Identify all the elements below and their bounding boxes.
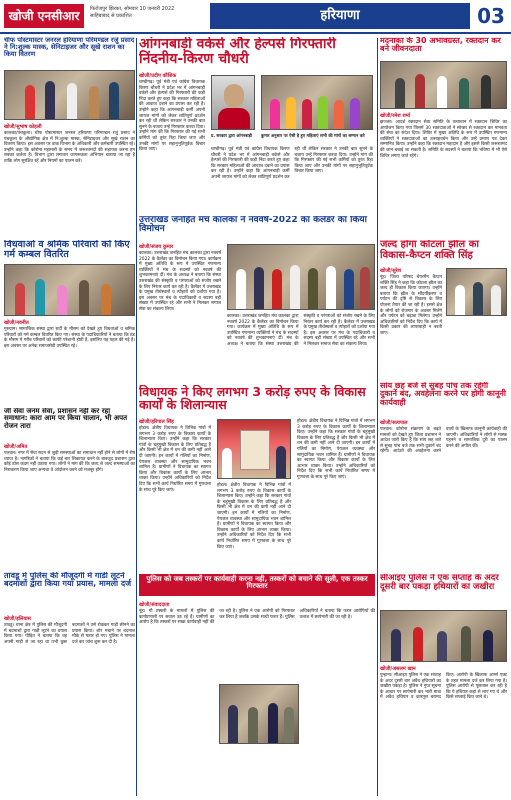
headline: आंगनबाड़ी वर्कर्स और हेल्पर्स गिरफ्तारी निंदनीय-किरण चौधरी xyxy=(139,37,336,67)
article-photo xyxy=(217,419,291,479)
article-body: तावडू। थाना क्षेत्र में पुलिस की मौजूदगी में बदमाशों द्वारा गाड़ी लूटने का प्रयास किया गया। पीड़ित ने बताया कि वह अपनी गाड़ी से जा रहा था तभी कुछ बदमाशों ने उसे रोककर गाड़ी छीनने का प्रयास किया। शोर मचाने पर बदमाश मौके से फरार हो गए। पुलिस ने मामला दर्ज कर जांच शुरू कर दी है। xyxy=(4,623,135,645)
dateline: खोजी/हरिपाल सिंह xyxy=(139,419,174,425)
dateline: खोजी/प्रदीप कौशिक xyxy=(139,73,177,79)
article-body: पलवल। नगर में सेवा सदन से जुड़ी समस्याओं का समाधान नहीं होने से लोगों में रोष व्याप्त है। नागरिकों ने बताया कि कई बार शिकायत करने के बावजूद प्रशासन द्वारा कोई ठोस कदम नहीं उठाया गया। लोगों ने मांग की कि जल्द से जल्द समस्याओं का निराकरण किया जाए अन्यथा वे आंदोलन करने को मजबूर होंगे। xyxy=(4,451,135,473)
article-photo xyxy=(227,244,375,310)
headline: पुलिस को जब तस्करों पर कार्यवाही करना नही, तस्करों को बचाने की सूली, एक तस्कर गिरफ्तार xyxy=(146,575,368,591)
article-seva xyxy=(4,408,135,568)
article-photo xyxy=(4,70,135,120)
dateline: खोजी/संवाददाता xyxy=(139,602,170,608)
headline: जल्द होगा कोटला झील का विकास-कैप्टन शक्ति सिंह xyxy=(380,240,479,261)
article-body: गुरुग्राम। सामाजिक संस्था द्वारा सर्दी के मौसम को देखते हुए विधवाओं व श्रमिक परिवारों को गर्म कम्बल वितरित किए गए। संस्था के पदाधिकारियों ने बताया कि ठंड के मौसम में गरीब परिवारों को काफी परेशानी होती है, इसलिए यह पहल की गई है। इस अवसर पर अनेक समाजसेवी उपस्थित रहे। xyxy=(4,327,135,349)
article-shops-closed xyxy=(380,382,507,572)
dateline: खोजी/असलम खान xyxy=(380,666,416,672)
article-blood-donation xyxy=(380,37,507,237)
dateline: खोजी/सत्यपाल xyxy=(380,420,408,426)
article-photo xyxy=(380,61,507,109)
headline: सीआइए पुलिस ने एक सप्ताह के अंदर दूसरी बार पकड़ा हथियारों का जखीरा xyxy=(380,574,499,592)
article-body: नूंह। जिला परिषद चेयरमैन कैप्टन शक्ति सिंह ने कहा कि कोटला झील का जल्द ही विकास किया जाएगा। उन्होंने बताया कि झील के सौंदर्यीकरण व पर्यटन की दृष्टि से विकास के लिए योजना तैयार की जा रही है। इससे क्षेत्र के लोगों को रोजगार के अवसर मिलेंगे और पर्यटन को बढ़ावा मिलेगा। उन्होंने अधिकारियों को निर्देश दिए कि कार्य में किसी प्रकार की लापरवाही न बरती जाए। xyxy=(380,275,442,336)
article-body: झज्जर। आदर्श रक्तदान सेवा समिति के तत्वाधान में रक्तदान शिविर का आयोजन किया गया जिसमें 30 रक्तदाताओं ने स्वेच्छा से रक्तदान कर मानवता की सेवा का संदेश दिया। शिविर में मुख्य अतिथि के रूप में उपस्थित गणमान्य व्यक्तियों ने रक्तदाताओं का उत्साहवर्धन किया और उन्हें प्रमाण पत्र देकर सम्मानित किया। उन्होंने कहा कि रक्तदान महादान है और इससे किसी जरूरतमंद की जान बचाई जा सकती है। समिति के सदस्यों ने बताया कि भविष्य में भी ऐसे शिविर लगाए जाते रहेंगे। xyxy=(380,120,507,159)
protest-photo xyxy=(261,75,373,130)
headline-banner xyxy=(139,574,375,596)
article-postmaster xyxy=(4,37,135,237)
article-body-cont: चण्डीगढ़। पूर्व मंत्री एवं कांग्रेस विधायक किरण चौधरी ने प्रदेश भर में आंगनबाड़ी वर्कर्स और हेल्पर्स की गिरफ्तारी की कड़ी निंदा करते हुए कहा कि सरकार महिलाओं की आवाज दबाने का प्रयास कर रही है। उन्होंने कहा कि आंगनबाड़ी कर्मी अपनी जायज मांगों को लेकर शांतिपूर्ण प्रदर्शन कर रही थीं लेकिन सरकार ने उनकी बात सुनने के बजाय उन्हें गिरफ्तार करवा दिया। उन्होंने मांग की कि गिरफ्तार की गई सभी कर्मियों को तुरंत रिहा किया जाए और उनकी मांगों पर सहानुभूतिपूर्वक विचार किया जाए। xyxy=(211,147,373,180)
article-body-cont: कालका। उत्तराखंड जनहित मंच कालका द्वारा नववर्ष 2022 के कैलेंडर का विमोचन किया गया। कार्यक्रम में मुख्य अतिथि के रूप में उपस्थित गणमान्य व्यक्तियों ने मंच के सदस्यों को नववर्ष की शुभकामनाएं दीं। मंच के अध्यक्ष ने बताया कि संस्था उत्तराखंड की संस्कृति व परंपराओं को संजोए रखने के लिए निरंतर कार्य कर रही है। कैलेंडर में उत्तराखंड के प्रमुख तीर्थस्थलों व त्योहारों को दर्शाया गया है। इस अवसर पर मंच के पदाधिकारी व सदस्य बड़ी संख्या में उपस्थित रहे और सभी ने मिलकर समाज सेवा का संकल्प लिया। xyxy=(227,314,375,347)
headline: चीफ पोस्टमास्टर जनरल हरियाणा परिमण्डल रजुं प्रसाद ने नि:शुल्क मास्क, सेनिटाइजर और सूखे राशन का किया वितरण xyxy=(4,37,135,58)
article-body: चण्डीगढ़। पूर्व मंत्री एवं कांग्रेस विधायक किरण चौधरी ने प्रदेश भर में आंगनबाड़ी वर्कर्स और हेल्पर्स की गिरफ्तारी की कड़ी निंदा करते हुए कहा कि सरकार महिलाओं की आवाज दबाने का प्रयास कर रही है। उन्होंने कहा कि आंगनबाड़ी कर्मी अपनी जायज मांगों को लेकर शांतिपूर्ण प्रदर्शन कर रही थीं लेकिन सरकार ने उनकी बात सुनने के बजाय उन्हें गिरफ्तार करवा दिया। उन्होंने मांग की कि गिरफ्तार की गई सभी कर्मियों को तुरंत रिहा किया जाए और उनकी मांगों पर सहानुभूतिपूर्वक विचार किया जाए। xyxy=(139,80,205,153)
headline: उत्तराखंड जनहित मंच कालका ने नववर्ष-2022 का कैलेंडर का किया विमोचन xyxy=(139,216,367,235)
dateline: खोजी/रमेश शर्मा xyxy=(380,113,411,119)
dateline: खोजी/संजय कुमार xyxy=(139,244,174,250)
column-divider xyxy=(377,38,378,796)
headline: मदनाका के 30 अभावग्रस्त, रक्तदान कर बने जीवनदाता xyxy=(380,37,501,54)
article-body: कालका। उत्तराखंड जनहित मंच कालका द्वारा नववर्ष 2022 के कैलेंडर का विमोचन किया गया। कार्यक्रम में मुख्य अतिथि के रूप में उपस्थित गणमान्य व्यक्तियों ने मंच के सदस्यों को नववर्ष की शुभकामनाएं दीं। मंच के अध्यक्ष ने बताया कि संस्था उत्तराखंड की संस्कृति व परंपराओं को संजोए रखने के लिए निरंतर कार्य कर रही है। कैलेंडर में उत्तराखंड के प्रमुख तीर्थस्थलों व त्योहारों को दर्शाया गया है। इस अवसर पर मंच के पदाधिकारी व सदस्य बड़ी संख्या में उपस्थित रहे और सभी ने मिलकर समाज सेवा का संकल्प लिया। xyxy=(139,251,221,312)
article-body-cont: होडल। क्षेत्रीय विधायक ने विभिन्न गांवों में लगभग 3 करोड़ रुपए के विकास कार्यों के शिलान्यास किए। उन्होंने कहा कि सरकार गांवों के चहुंमुखी विकास के लिए प्रतिबद्ध है और किसी भी क्षेत्र में धन की कमी नहीं आने दी जाएगी। इन कार्यों में गलियों का निर्माण, पेयजल व्यवस्था और सामुदायिक भवन शामिल हैं। ग्रामीणों ने विधायक का स्वागत किया और विकास कार्यों के लिए आभार व्यक्त किया। उन्होंने अधिकारियों को निर्देश दिए कि सभी कार्य निर्धारित समय में गुणवत्ता के साथ पूरे किए जाएं। xyxy=(217,483,291,550)
article-body: नूंह। गौ तस्करी के मामलों में पुलिस की कार्यप्रणाली पर सवाल उठ रहे हैं। ग्रामीणों का आरोप है कि तस्करों पर सख्त कार्यवाही नहीं की जा रही है। पुलिस ने एक आरोपी को गिरफ्तार कर लिया है जबकि उसके साथी फरार हैं। पुलिस अधिकारियों ने बताया कि फरार आरोपियों की तलाश में छापेमारी की जा रही है। xyxy=(139,609,375,626)
photo-caption-left: प्र. सरकार द्वारा आंगनबाड़ी xyxy=(211,133,252,138)
headline: जी सेवा जनम सेवा, प्रशासन नहीं कर रहा समाधान: कारा आम पर किया चालान, भी अपत रोजन तारा xyxy=(4,408,128,430)
masthead xyxy=(0,0,511,34)
headline: विधायक ने किए लगभग 3 करोड़ रुपए के विकास कार्यों के शिलान्यास xyxy=(139,385,366,413)
article-photo xyxy=(380,610,507,662)
issue-publisher: साहिबाबाद से प्रकाशित xyxy=(90,13,132,19)
headline: तावडू में पुलिस की मौजूदगी में गाडी लूटने बदमाशों द्वारा किया गया प्रयास, मामला दर्ज xyxy=(4,572,132,589)
column-divider xyxy=(136,38,137,796)
article-anganwadi xyxy=(139,37,375,212)
portrait-photo xyxy=(211,75,255,130)
article-body: कालका/पंचकूला। चीफ पोस्टमास्टर जनरल हरियाणा परिमण्डल रजुं प्रसाद ने पंचकूला के औद्योगिक क्षेत्र में नि:शुल्क मास्क, सेनिटाइजर और सूखे राशन का वितरण किया। इस अवसर पर डाक विभाग के अधिकारी और कर्मचारी उपस्थित रहे। उन्होंने कहा कि कोरोना महामारी के समय में जरूरतमंदों की सहायता करना हम सबका कर्तव्य है। विभाग द्वारा लगातार जागरूकता अभियान चलाया जा रहा है ताकि लोग सुरक्षित रहें और नियमों का पालन करें। xyxy=(4,131,135,164)
article-body: पुन्हाना। सीआइए पुलिस ने एक सप्ताह के अंदर दूसरी बार अवैध हथियारों का जखीरा पकड़ा है। पुलिस ने गुप्त सूचना के आधार पर छापेमारी कर भारी मात्रा में अवैध हथियार व कारतूस बरामद किए। आरोपी के खिलाफ आर्म्स एक्ट के तहत मामला दर्ज कर लिया गया है। पुलिस आरोपी से पूछताछ कर रही है कि ये हथियार कहां से लाए गए थे और किसे सप्लाई किए जाने थे। xyxy=(380,673,507,701)
dateline: खोजी/नवनीत xyxy=(4,320,29,326)
dateline: खोजी/सुभाष कोहली xyxy=(4,124,42,130)
article-tauru xyxy=(4,572,135,796)
article-body: होडल। क्षेत्रीय विधायक ने विभिन्न गांवों में लगभग 3 करोड़ रुपए के विकास कार्यों के शिलान्यास किए। उन्होंने कहा कि सरकार गांवों के चहुंमुखी विकास के लिए प्रतिबद्ध है और किसी भी क्षेत्र में धन की कमी नहीं आने दी जाएगी। इन कार्यों में गलियों का निर्माण, पेयजल व्यवस्था और सामुदायिक भवन शामिल हैं। ग्रामीणों ने विधायक का स्वागत किया और विकास कार्यों के लिए आभार व्यक्त किया। उन्होंने अधिकारियों को निर्देश दिए कि सभी कार्य निर्धारित समय में गुणवत्ता के साथ पूरे किए जाएं। xyxy=(139,426,211,493)
article-photo xyxy=(446,268,507,316)
section-title: हरियाणा xyxy=(210,3,470,29)
article-blankets xyxy=(4,240,135,405)
dateline: खोजी/इलियास xyxy=(4,616,31,622)
article-kotla-lake xyxy=(380,240,507,380)
article-photo xyxy=(219,684,299,744)
article-smugglers xyxy=(139,574,375,796)
article-calendar xyxy=(139,216,375,381)
article-cia-police xyxy=(380,574,507,796)
page-number: 03 xyxy=(475,3,507,29)
article-body-cont2: होडल। क्षेत्रीय विधायक ने विभिन्न गांवों में लगभग 3 करोड़ रुपए के विकास कार्यों के शिलान्यास किए। उन्होंने कहा कि सरकार गांवों के चहुंमुखी विकास के लिए प्रतिबद्ध है और किसी भी क्षेत्र में धन की कमी नहीं आने दी जाएगी। इन कार्यों में गलियों का निर्माण, पेयजल व्यवस्था और सामुदायिक भवन शामिल हैं। ग्रामीणों ने विधायक का स्वागत किया और विकास कार्यों के लिए आभार व्यक्त किया। उन्होंने अधिकारियों को निर्देश दिए कि सभी कार्य निर्धारित समय में गुणवत्ता के साथ पूरे किए जाएं। xyxy=(297,419,375,480)
headline: सांय छह बजे से सुबह पांच तक रहेगी दुकानें बंद, अवहेलना करने पर होगी कानूनी कार्यवाही xyxy=(380,382,506,407)
photo-caption-right: कुमार अनुसार पर ऐसी है हुए महिलाएं सभी की मांगों का सम्मान करे xyxy=(261,133,365,138)
article-mla-foundation xyxy=(139,385,375,570)
article-body: पलवल। कोरोना संक्रमण के बढ़ते मामलों को देखते हुए जिला प्रशासन ने आदेश जारी किए हैं कि सांय छह बजे से सुबह पांच बजे तक सभी दुकानें बंद रहेंगी। आदेशों की अवहेलना करने वालों के खिलाफ कानूनी कार्यवाही की जाएगी। अधिकारियों ने लोगों से मास्क पहनने व सामाजिक दूरी का पालन करने की अपील की। xyxy=(380,427,507,455)
issue-date: फिरोजपुर झिरका, सोमवार 10 जनवरी 2022 xyxy=(90,6,175,12)
issue-info xyxy=(90,6,200,20)
dateline: खोजी/अमित xyxy=(4,444,28,450)
dateline: खोजी/सुरेश xyxy=(380,268,402,274)
article-photo xyxy=(4,264,135,316)
newspaper-logo: खोजी एनसीआर xyxy=(4,4,84,28)
headline: विधवाओं व श्रमिक परिवारों को किए गर्म कम्बल वितरित xyxy=(4,240,130,260)
